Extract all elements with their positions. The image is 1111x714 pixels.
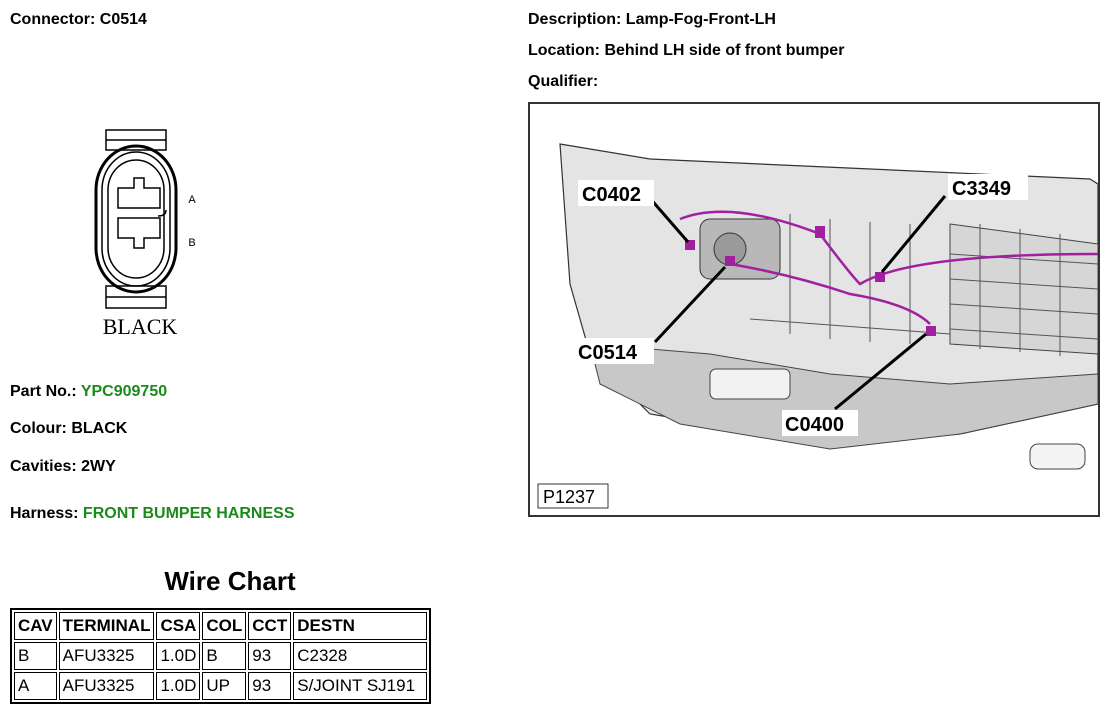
connector-line — [10, 11, 147, 29]
description-line — [528, 11, 776, 29]
colour-label: Colour: — [10, 420, 72, 437]
harness-label: Harness: — [10, 505, 83, 522]
connector-label: Connector: — [10, 11, 100, 28]
figure-ref: P1237 — [543, 487, 596, 507]
colour-line — [10, 420, 127, 438]
header-destn: DESTN — [293, 612, 427, 640]
qualifier-line — [528, 73, 598, 91]
wire-chart-title: Wire Chart — [164, 566, 296, 596]
cell-terminal: AFU3325 — [59, 672, 155, 700]
harness-link[interactable]: FRONT BUMPER HARNESS — [82, 505, 295, 522]
wire-chart-table — [10, 608, 431, 704]
callout-c0514: C0514 — [578, 342, 637, 364]
part-no-label: Part No.: — [10, 383, 81, 400]
header-cct: CCT — [248, 612, 291, 640]
cell-col: UP — [202, 672, 246, 700]
cell-terminal: AFU3325 — [59, 642, 155, 670]
cavity-b-label: B — [188, 237, 196, 249]
cavity-a-label: A — [188, 194, 196, 206]
header-terminal: TERMINAL — [59, 612, 155, 640]
colour-value: BLACK — [71, 420, 128, 437]
connector-face-diagram — [88, 128, 198, 343]
cell-cct: 93 — [248, 672, 291, 700]
location-line — [528, 42, 844, 60]
cell-csa: 1.0D — [156, 672, 200, 700]
table-row — [14, 642, 427, 670]
cell-destn: S/JOINT SJ191 — [293, 672, 427, 700]
cell-cav: B — [14, 642, 57, 670]
cavities-value: 2WY — [81, 458, 116, 475]
harness-line — [10, 505, 294, 523]
location-illustration — [528, 102, 1100, 517]
cell-destn: C2328 — [293, 642, 427, 670]
header-cav: CAV — [14, 612, 57, 640]
connector-id: C0514 — [99, 11, 147, 28]
qualifier-label: Qualifier: — [528, 73, 599, 90]
callout-c0402: C0402 — [582, 184, 641, 206]
description-label: Description: — [528, 11, 626, 28]
wire-chart-header-row — [14, 612, 427, 640]
part-no-line — [10, 383, 167, 401]
connector-colour-caption: BLACK — [102, 314, 178, 339]
cell-csa: 1.0D — [156, 642, 200, 670]
location-value: Behind LH side of front bumper — [604, 42, 845, 59]
cell-cct: 93 — [248, 642, 291, 670]
cell-cav: A — [14, 672, 57, 700]
cavities-label: Cavities: — [10, 458, 82, 475]
header-col: COL — [202, 612, 246, 640]
header-csa: CSA — [156, 612, 200, 640]
table-row — [14, 672, 427, 700]
callout-c3349: C3349 — [952, 178, 1011, 200]
cavities-line — [10, 458, 116, 476]
cell-col: B — [202, 642, 246, 670]
callout-c0400: C0400 — [785, 414, 844, 436]
description-value: Lamp-Fog-Front-LH — [625, 11, 776, 28]
location-label: Location: — [528, 42, 605, 59]
part-no-link[interactable]: YPC909750 — [80, 383, 168, 400]
